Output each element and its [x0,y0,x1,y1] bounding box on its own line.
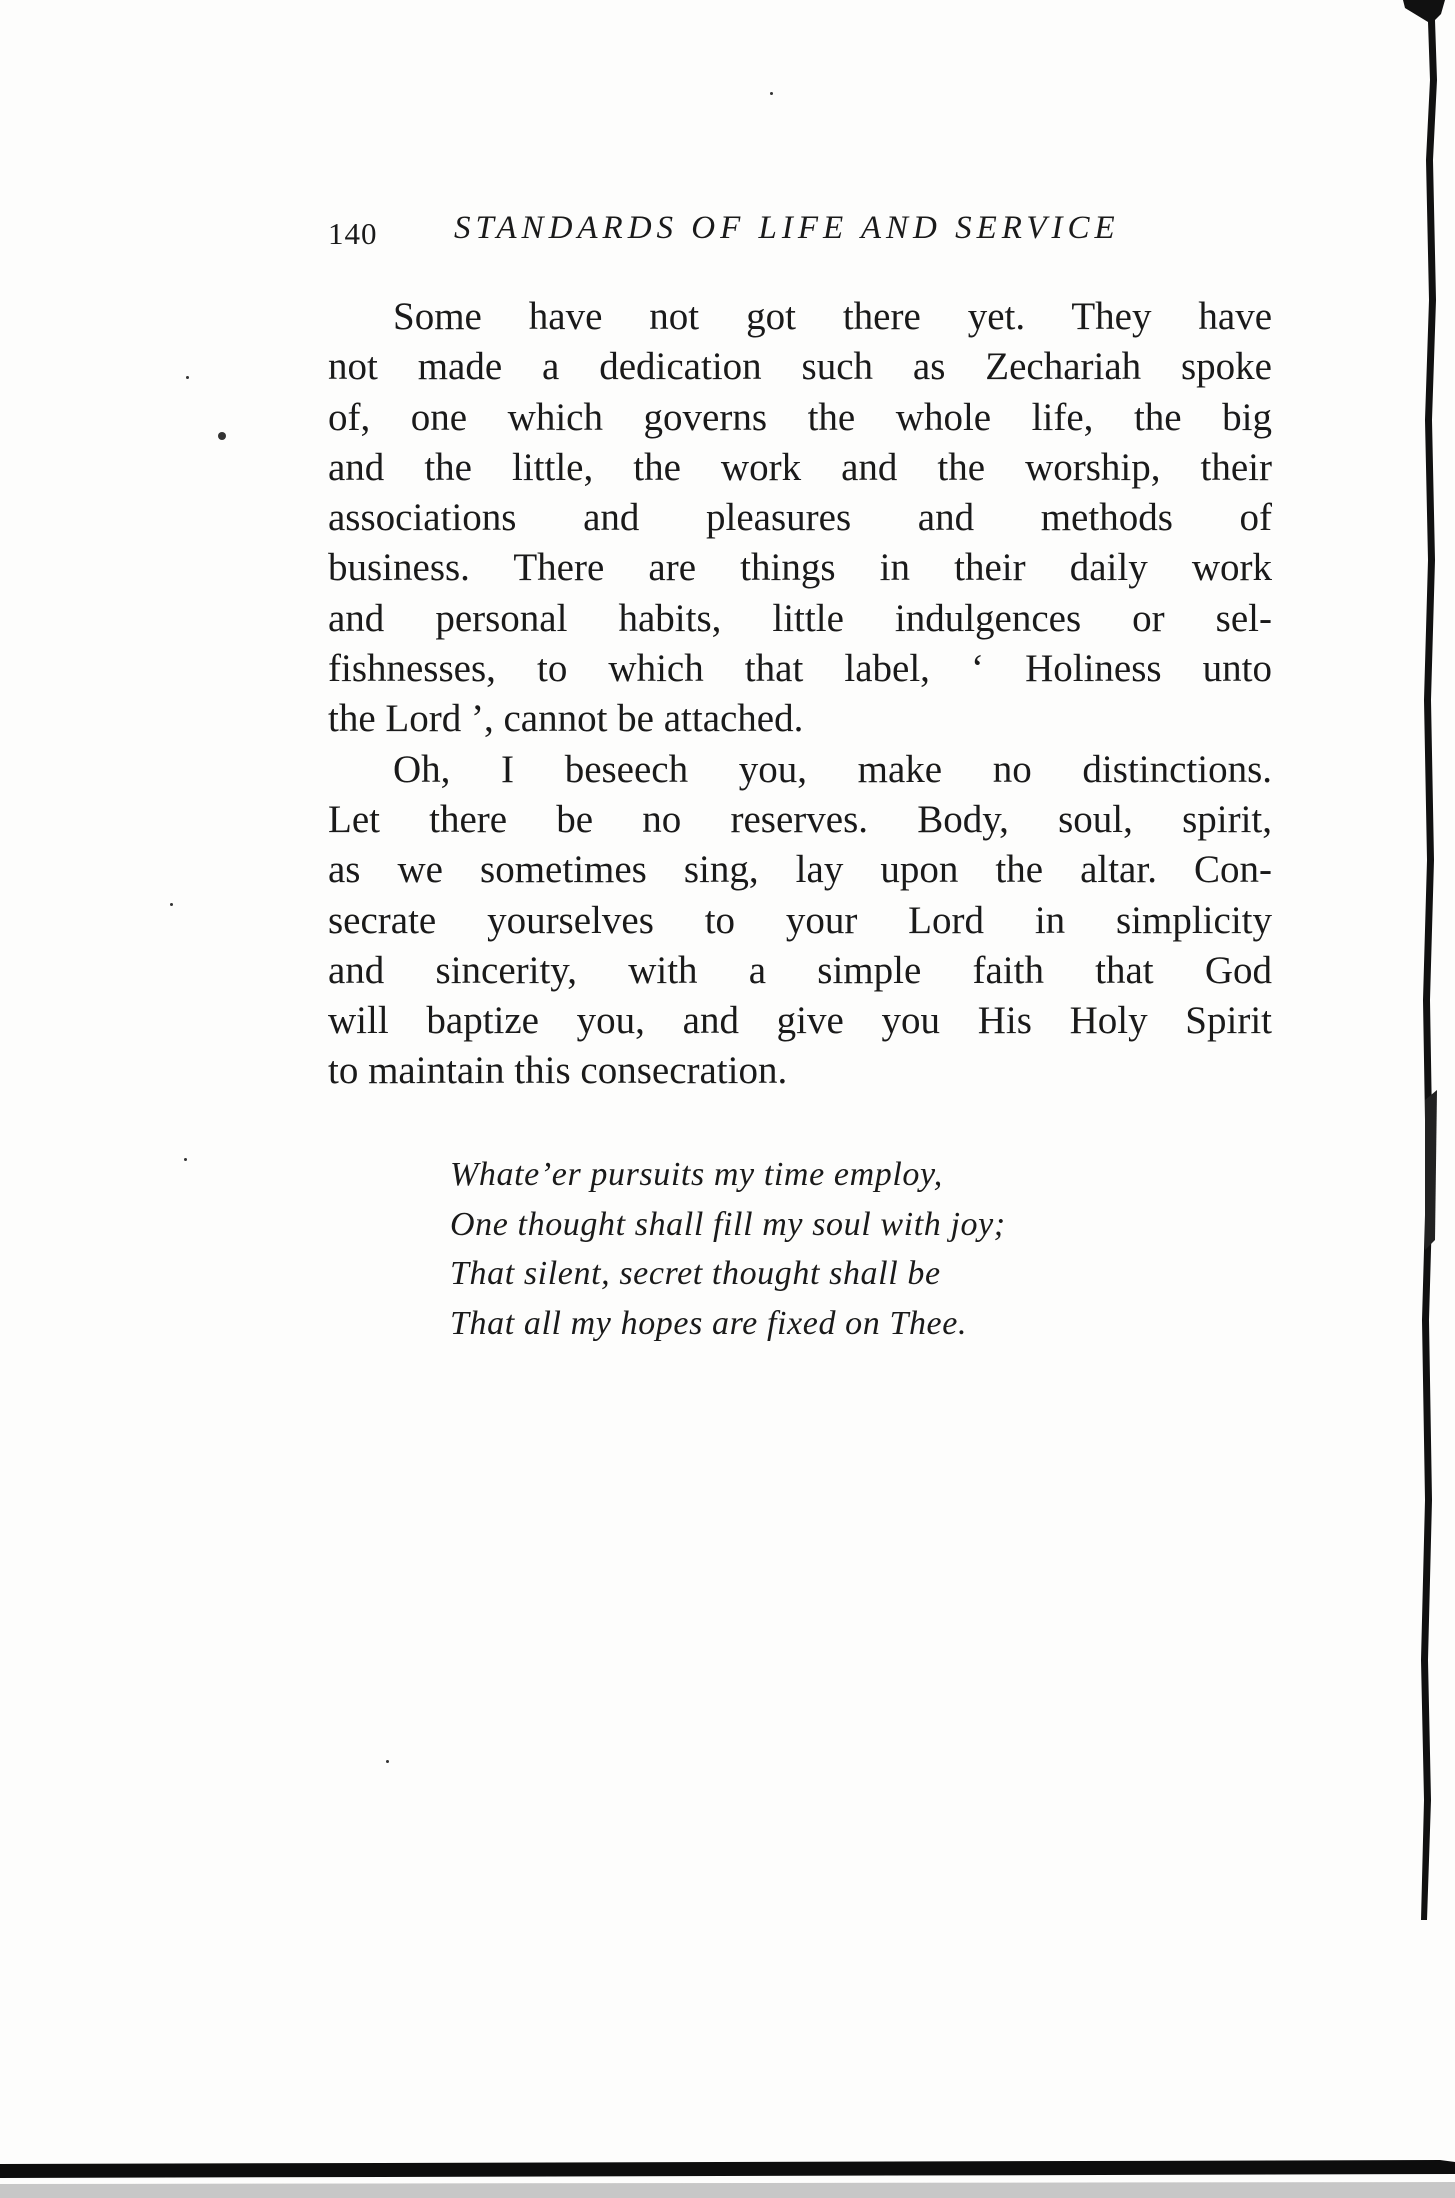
paragraph-line: and the little, the work and the worship, their [328,445,1272,489]
running-head [328,210,1158,260]
paragraph-line: the Lord ’, cannot be attached. [328,697,804,741]
page-number: 140 [328,216,378,251]
paragraph-line: business. There are things in their daily work [328,546,1272,590]
paragraph-line: Let there be no reserves. Body, soul, spirit, [328,797,1272,841]
scan-speck [184,1158,187,1161]
verse-line: One thought shall fill my soul with joy; [450,1205,1006,1243]
paragraph-line: secrate yourselves to your Lord in simplicity [328,898,1272,942]
paragraph-line: of, one which governs the whole life, the big [328,395,1272,439]
scan-speck [186,376,189,379]
paragraph-line: fishnesses, to which that label, ‘ Holiness unto [328,647,1272,691]
paragraph-line: not made a dedication such as Zechariah spoke [328,345,1272,389]
paragraph-line: and sincerity, with a simple faith that God [328,948,1272,992]
scan-bottom-edge [0,2160,1455,2198]
body-text [328,292,1272,1097]
paragraph-line: Oh, I beseech you, make no distinctions. [393,747,1272,791]
verse-line: That all my hopes are fixed on Thee. [450,1304,968,1342]
paragraph-line: associations and pleasures and methods of [328,496,1272,540]
scan-right-edge [1395,0,1455,1940]
paragraph-line: to maintain this consecration. [328,1049,788,1093]
paragraph-line: and personal habits, little indulgences or sel- [328,596,1272,640]
scan-speck [170,903,173,906]
scan-speck [770,92,773,95]
paragraph-line: as we sometimes sing, lay upon the altar. Con- [328,848,1272,892]
verse-line: That silent, secret thought shall be [450,1255,941,1292]
scan-speck [218,432,226,440]
paragraph-line: Some have not got there yet. They have [393,295,1272,338]
scan-speck [386,1760,389,1763]
verse-line: Whate’er pursuits my time employ, [450,1156,943,1193]
running-title: STANDARDS OF LIFE AND SERVICE [454,210,1120,246]
hymn-verse [450,1150,1210,1348]
paragraph-line: will baptize you, and give you His Holy Spirit [328,999,1272,1043]
